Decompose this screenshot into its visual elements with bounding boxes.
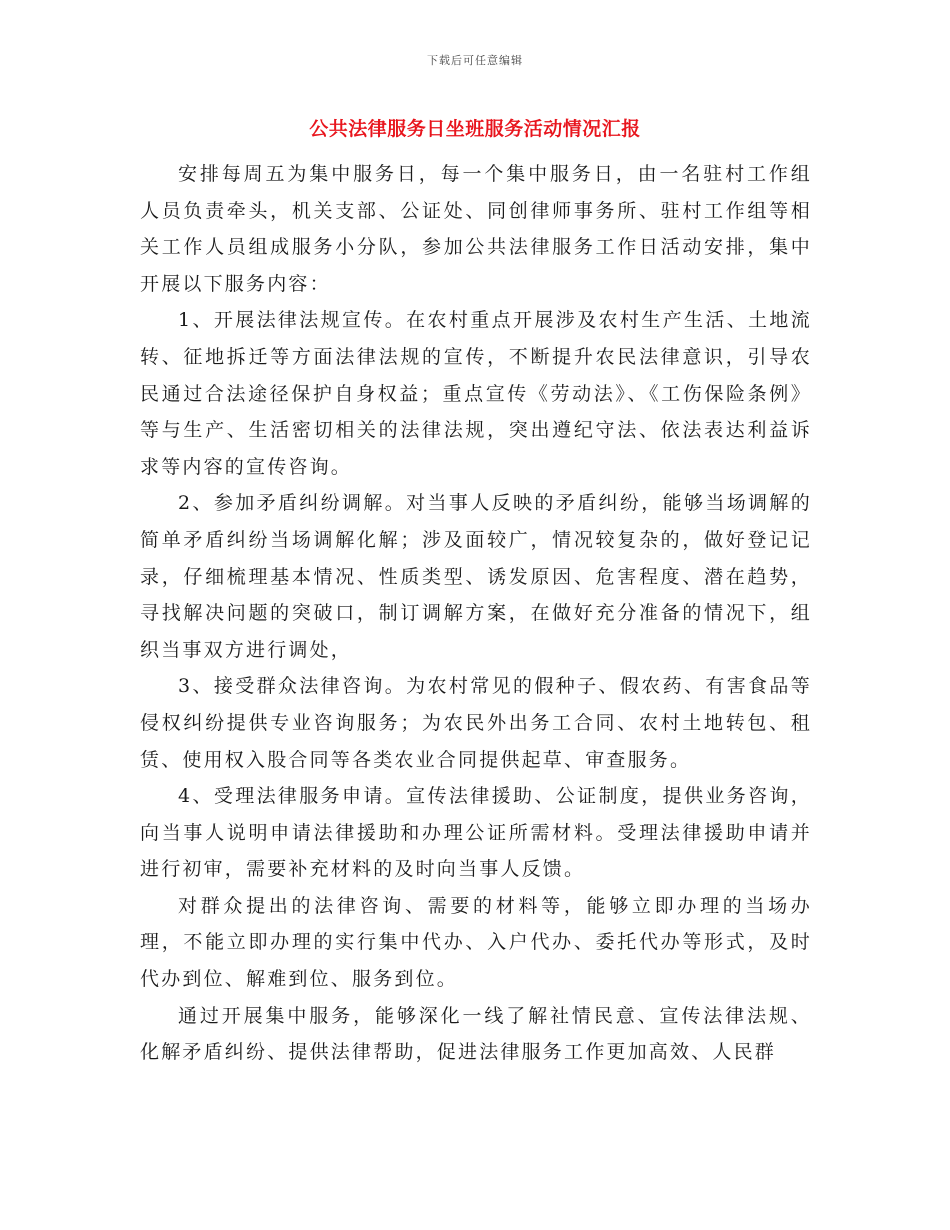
paragraph-summary: 通过开展集中服务，能够深化一线了解社情民意、宣传法律法规、化解矛盾纠纷、提供法律帮助，促进法律服务工作更加高效、人民群	[140, 1004, 812, 1064]
paragraph-item-3: 3、接受群众法律咨询。为农村常见的假种子、假农药、有害食品等侵权纠纷提供专业咨询服务；为农民外出务工合同、农村土地转包、租赁、使用权入股合同等各类农业合同提供起草、审查服务。	[140, 675, 812, 771]
document-title: 公共法律服务日坐班服务活动情况汇报	[309, 118, 641, 140]
paragraph-intro: 安排每周五为集中服务日，每一个集中服务日，由一名驻村工作组人员负责牵头，机关支部、公证处、同创律师事务所、驻村工作组等相关工作人员组成服务小分队，参加公共法律服务工作日活动安排，集中开展以下服务内容：	[140, 163, 812, 295]
paragraph-item-4: 4、受理法律服务申请。宣传法律援助、公证制度，提供业务咨询，向当事人说明申请法律援助和办理公证所需材料。受理法律援助申请并进行初审，需要补充材料的及时向当事人反馈。	[140, 785, 812, 881]
paragraph-handling: 对群众提出的法律咨询、需要的材料等，能够立即办理的当场办理，不能立即办理的实行集中代办、入户代办、委托代办等形式，及时代办到位、解难到位、服务到位。	[140, 894, 812, 991]
document-body	[140, 156, 812, 1071]
header-note: 下载后可任意编辑	[427, 54, 523, 67]
paragraph-item-1: 1、开展法律法规宣传。在农村重点开展涉及农村生产生活、土地流转、征地拆迁等方面法律法规的宣传，不断提升农民法律意识，引导农民通过合法途径保护自身权益；重点宣传《劳动法》、《工伤保险条例》等与生产、生活密切相关的法律法规，突出遵纪守法、依法表达利益诉求等内容的宣传咨询。	[140, 309, 812, 478]
paragraph-item-2: 2、参加矛盾纠纷调解。对当事人反映的矛盾纠纷，能够当场调解的简单矛盾纠纷当场调解化解；涉及面较广，情况较复杂的，做好登记记录，仔细梳理基本情况、性质类型、诱发原因、危害程度、潜在趋势，寻找解决问题的突破口，制订调解方案，在做好充分准备的情况下，组织当事双方进行调处，	[140, 492, 812, 661]
